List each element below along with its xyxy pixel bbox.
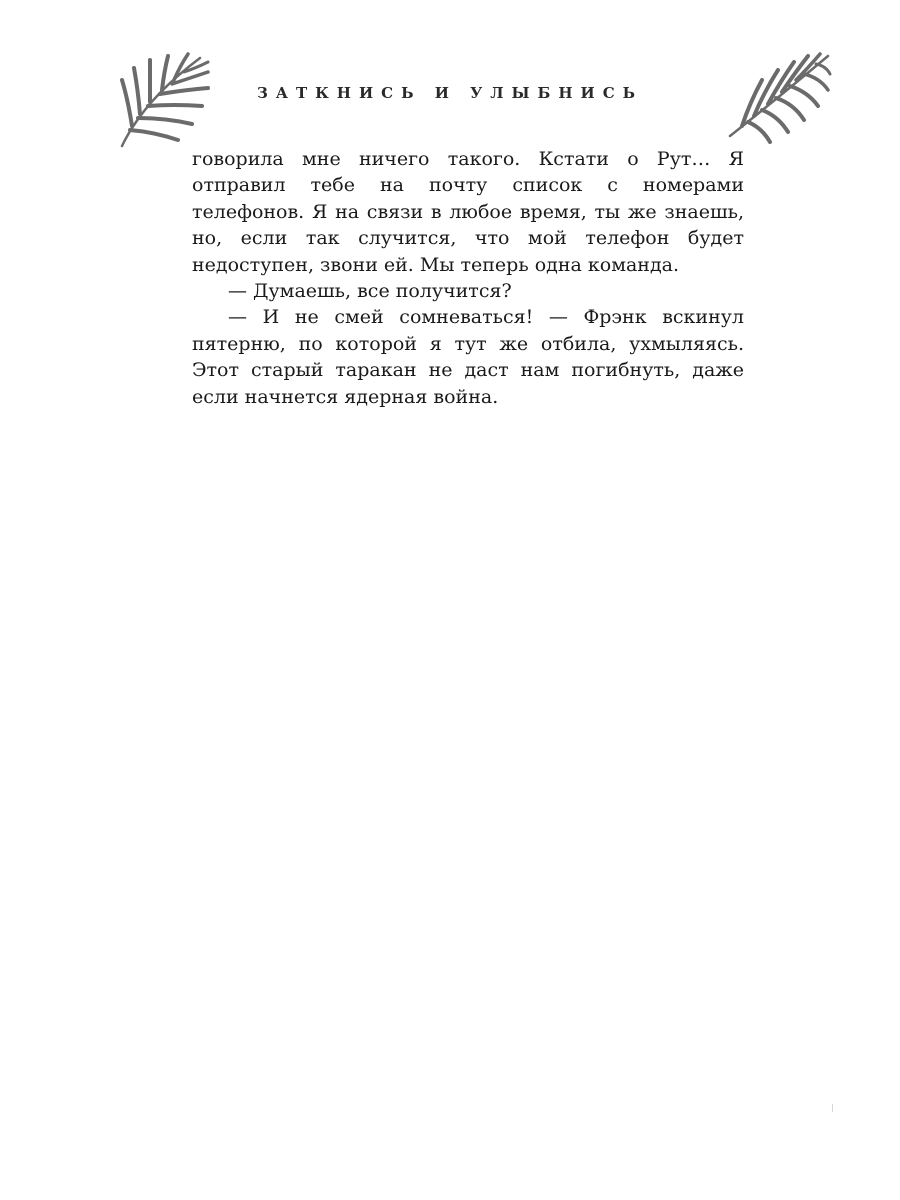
body-text: [192, 146, 744, 410]
running-title: ЗАТКНИСЬ И УЛЫБНИСЬ: [256, 84, 644, 102]
page-edge-mark: [832, 1104, 833, 1112]
paragraph: — Думаешь, все получится?: [228, 280, 512, 303]
palm-leaf-icon: [722, 50, 832, 150]
paragraph: — И не смей сомневаться! — Фрэнк вскинул пятерню, по которой я тут же отбила, ухмыляясь. Этот старый таракан не даст нам погибнуть, даже если начнется ядерная война.: [192, 306, 744, 408]
paragraph: говорила мне ничего такого. Кстати о Рут… Я отправил тебе на почту список с номерами телефонов. Я на связи в любое время, ты же знаешь, но, если так случится, что мой телефон будет недоступен, звони ей. Мы теперь одна команда.: [192, 148, 744, 276]
